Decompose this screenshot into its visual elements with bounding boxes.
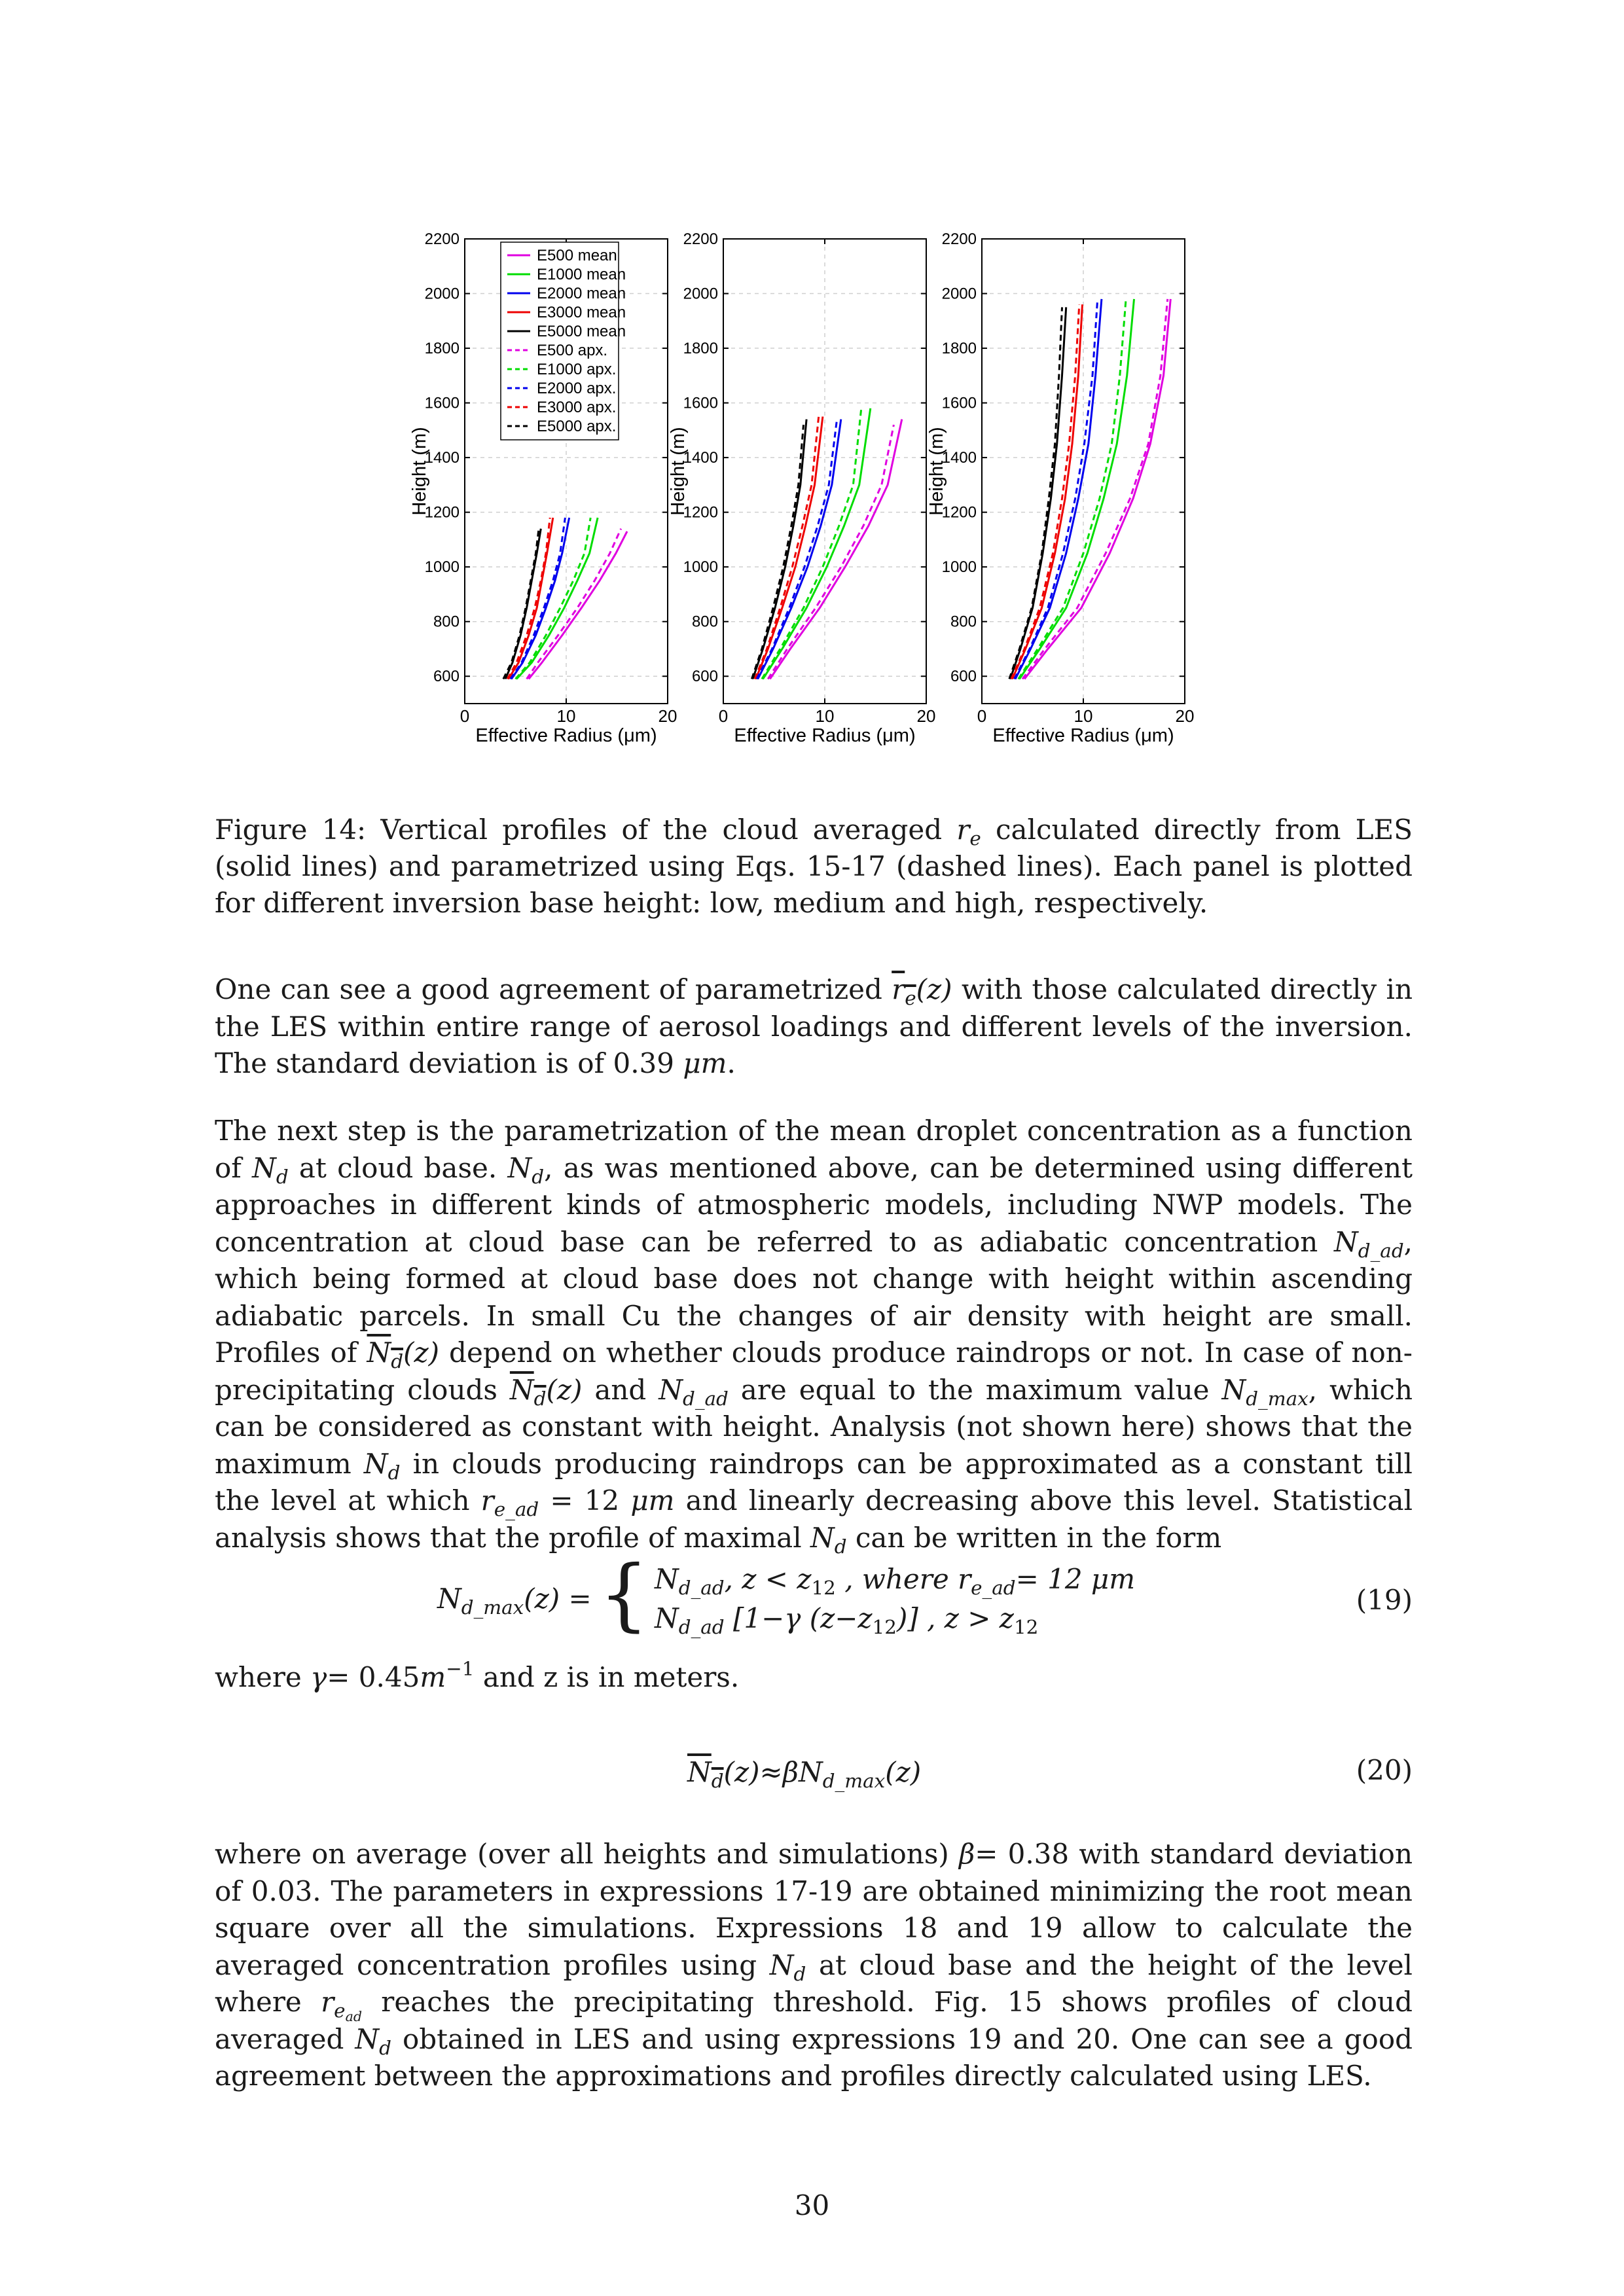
panel-1-series-e500-mean	[529, 531, 627, 679]
panel-3-ytick-label-5: 1600	[941, 394, 977, 412]
equation-19-lhs: $N_{d\_max}(z)$ =	[437, 1583, 592, 1619]
panel-3-ytick-label-1: 800	[950, 613, 977, 631]
legend-label-7: E2000 apx.	[537, 380, 617, 397]
panel-2-ytick-label-3: 1200	[683, 503, 718, 522]
panel-2-ytick-label-5: 1600	[683, 394, 718, 412]
panel-1-xlabel: Effective Radius (μm)	[475, 725, 657, 746]
panel-1-xtick-label-1: 10	[556, 706, 576, 726]
panel-3-ytick-label-3: 1200	[941, 503, 977, 522]
figure-caption: Figure 14: Vertical profiles of the cloud averaged $r_e$ calculated directly from LES (solid lines) and parametrized using Eqs. 15-17 (dashed lines). Each panel is plotted for different inversion base height: low, medium and high, respectively.	[215, 814, 1413, 919]
panel-1-ytick-label-5: 1600	[424, 394, 460, 412]
panel-3-ytick-label-7: 2000	[941, 285, 977, 303]
panel-2-ytick-label-1: 800	[691, 613, 718, 631]
panel-1-xtick-label-0: 0	[460, 706, 470, 726]
panel-1-ytick-label-7: 2000	[424, 285, 460, 303]
equation-20-number: (20)	[1356, 1754, 1413, 1786]
panel-1-ytick-label-4: 1400	[424, 449, 460, 467]
panel-2-xtick-label-0: 0	[718, 706, 729, 726]
figure-14	[393, 223, 1263, 746]
panel-2-ytick-label-8: 2200	[683, 230, 718, 248]
panel-2-ytick-label-0: 600	[691, 668, 718, 686]
panel-3-ytick-label-6: 1800	[941, 340, 977, 358]
panel-3-ytick-label-4: 1400	[941, 449, 977, 467]
panel-1-ylabel: Height (m)	[409, 427, 430, 516]
equation-19-number: (19)	[1356, 1584, 1413, 1616]
legend-label-5: E500 apx.	[537, 342, 608, 359]
panel-3-series-e5000-mean	[1010, 307, 1066, 679]
panel-1-xtick-label-2: 20	[658, 706, 677, 726]
panel-3-ytick-label-8: 2200	[941, 230, 977, 248]
panel-2-ytick-label-2: 1000	[683, 558, 718, 577]
panel-1-ytick-label-3: 1200	[424, 503, 460, 522]
legend-label-0: E500 mean	[537, 247, 617, 264]
panel-1-ytick-label-2: 1000	[424, 558, 460, 577]
panel-1-series-e500-apx-	[527, 529, 621, 679]
legend-label-1: E1000 mean	[537, 266, 626, 283]
paragraph-droplet-concentration: The next step is the parametrization of the mean droplet concentration as a function of $N_d$ at cloud base. $N_d$, as was mentioned above, can be determined using different approaches in different kinds of atmospheric models, including NWP models. The concentration at cloud base can be referred to as adiabatic concentration $N_{d\_ad}$, which being formed at cloud base does not change with height within ascending adiabatic parcels. In small Cu the changes of air density with height are small. Profiles of $N_d(z)$ depend on whether clouds produce raindrops or not. In case of non-precipitating clouds $N_d(z)$ and $N_{d\_ad}$ are equal to the maximum value $N_{d\_max}$, which can be considered as constant with height. Analysis (not shown here) shows that the maximum $N_d$ in clouds producing raindrops can be approximated as a constant till the level at which $r_{e\_ad} = 12$ μm and linearly decreasing above this level. Statistical analysis shows that the profile of maximal $N_d$ can be written in the form	[215, 1115, 1413, 1558]
equation-19-case2: $N_{d\_ad}$ [1−γ $(z-z_{12})$] , $z > z_{12}$	[655, 1602, 1039, 1638]
panel-3-ytick-label-0: 600	[950, 668, 977, 686]
paragraph-beta: where on average (over all heights and simulations) β= 0.38 with standard deviation of 0.03. The parameters in expressions 17-19 are obtained minimizing the root mean square over all the simulations. Expressions 18 and 19 allow to calculate the averaged concentration profiles using $N_d$ at cloud base and the height of the level where $r_{e_{ad}}$ reaches the precipitating threshold. Fig. 15 shows profiles of cloud averaged $N_d$ obtained in LES and using expressions 19 and 20. One can see a good agreement between the approximations and profiles directly calculated using LES.	[215, 1838, 1413, 2092]
panel-3-series-e3000-mean	[1013, 304, 1083, 679]
legend-label-9: E5000 apx.	[537, 418, 617, 435]
panel-3-xtick-label-0: 0	[977, 706, 987, 726]
equation-20: $N_d(z)\approx\beta N_{d\_max}(z)$	[687, 1756, 922, 1792]
panel-3-xlabel: Effective Radius (μm)	[992, 725, 1174, 746]
panel-2-ytick-label-4: 1400	[683, 449, 718, 467]
page-number: 30	[794, 2189, 830, 2221]
legend-label-4: E5000 mean	[537, 323, 626, 340]
legend-label-8: E3000 apx.	[537, 399, 617, 416]
equation-19-brace: {	[599, 1549, 649, 1640]
panel-2-xtick-label-2: 20	[916, 706, 936, 726]
panel-3-ylabel: Height (m)	[926, 427, 947, 516]
legend-label-3: E3000 mean	[537, 304, 626, 321]
paragraph-agreement: One can see a good agreement of parametrized $r_e(z)$ with those calculated directly in the LES within entire range of aerosol loadings and different levels of the inversion. The standard deviation is of 0.39 μm.	[215, 973, 1413, 1079]
panel-2-ytick-label-6: 1800	[683, 340, 718, 358]
panel-1-ytick-label-0: 600	[433, 668, 460, 686]
panel-1-ytick-label-8: 2200	[424, 230, 460, 248]
panel-1-series-e2000-mean	[511, 518, 569, 679]
panel-2-ytick-label-7: 2000	[683, 285, 718, 303]
panel-3-xtick-label-2: 20	[1175, 706, 1195, 726]
panel-2-series-e5000-mean	[753, 420, 806, 679]
panel-2-xlabel: Effective Radius (μm)	[734, 725, 916, 746]
panel-1-ytick-label-1: 800	[433, 613, 460, 631]
panel-2-ylabel: Height (m)	[668, 427, 689, 516]
panel-3-xtick-label-1: 10	[1074, 706, 1093, 726]
panel-3-ytick-label-2: 1000	[941, 558, 977, 577]
panel-2-xtick-label-1: 10	[815, 706, 835, 726]
panel-1-ytick-label-6: 1800	[424, 340, 460, 358]
legend-label-6: E1000 apx.	[537, 361, 617, 378]
paragraph-gamma: where $\gamma= 0.45m^{-1}$ and z is in meters.	[215, 1657, 740, 1693]
equation-19-case1: $N_{d\_ad}$, $z < z_{12}$ , where $r_{e\_ad}= 12$ μm	[655, 1563, 1136, 1599]
legend-label-2: E2000 mean	[537, 285, 626, 302]
